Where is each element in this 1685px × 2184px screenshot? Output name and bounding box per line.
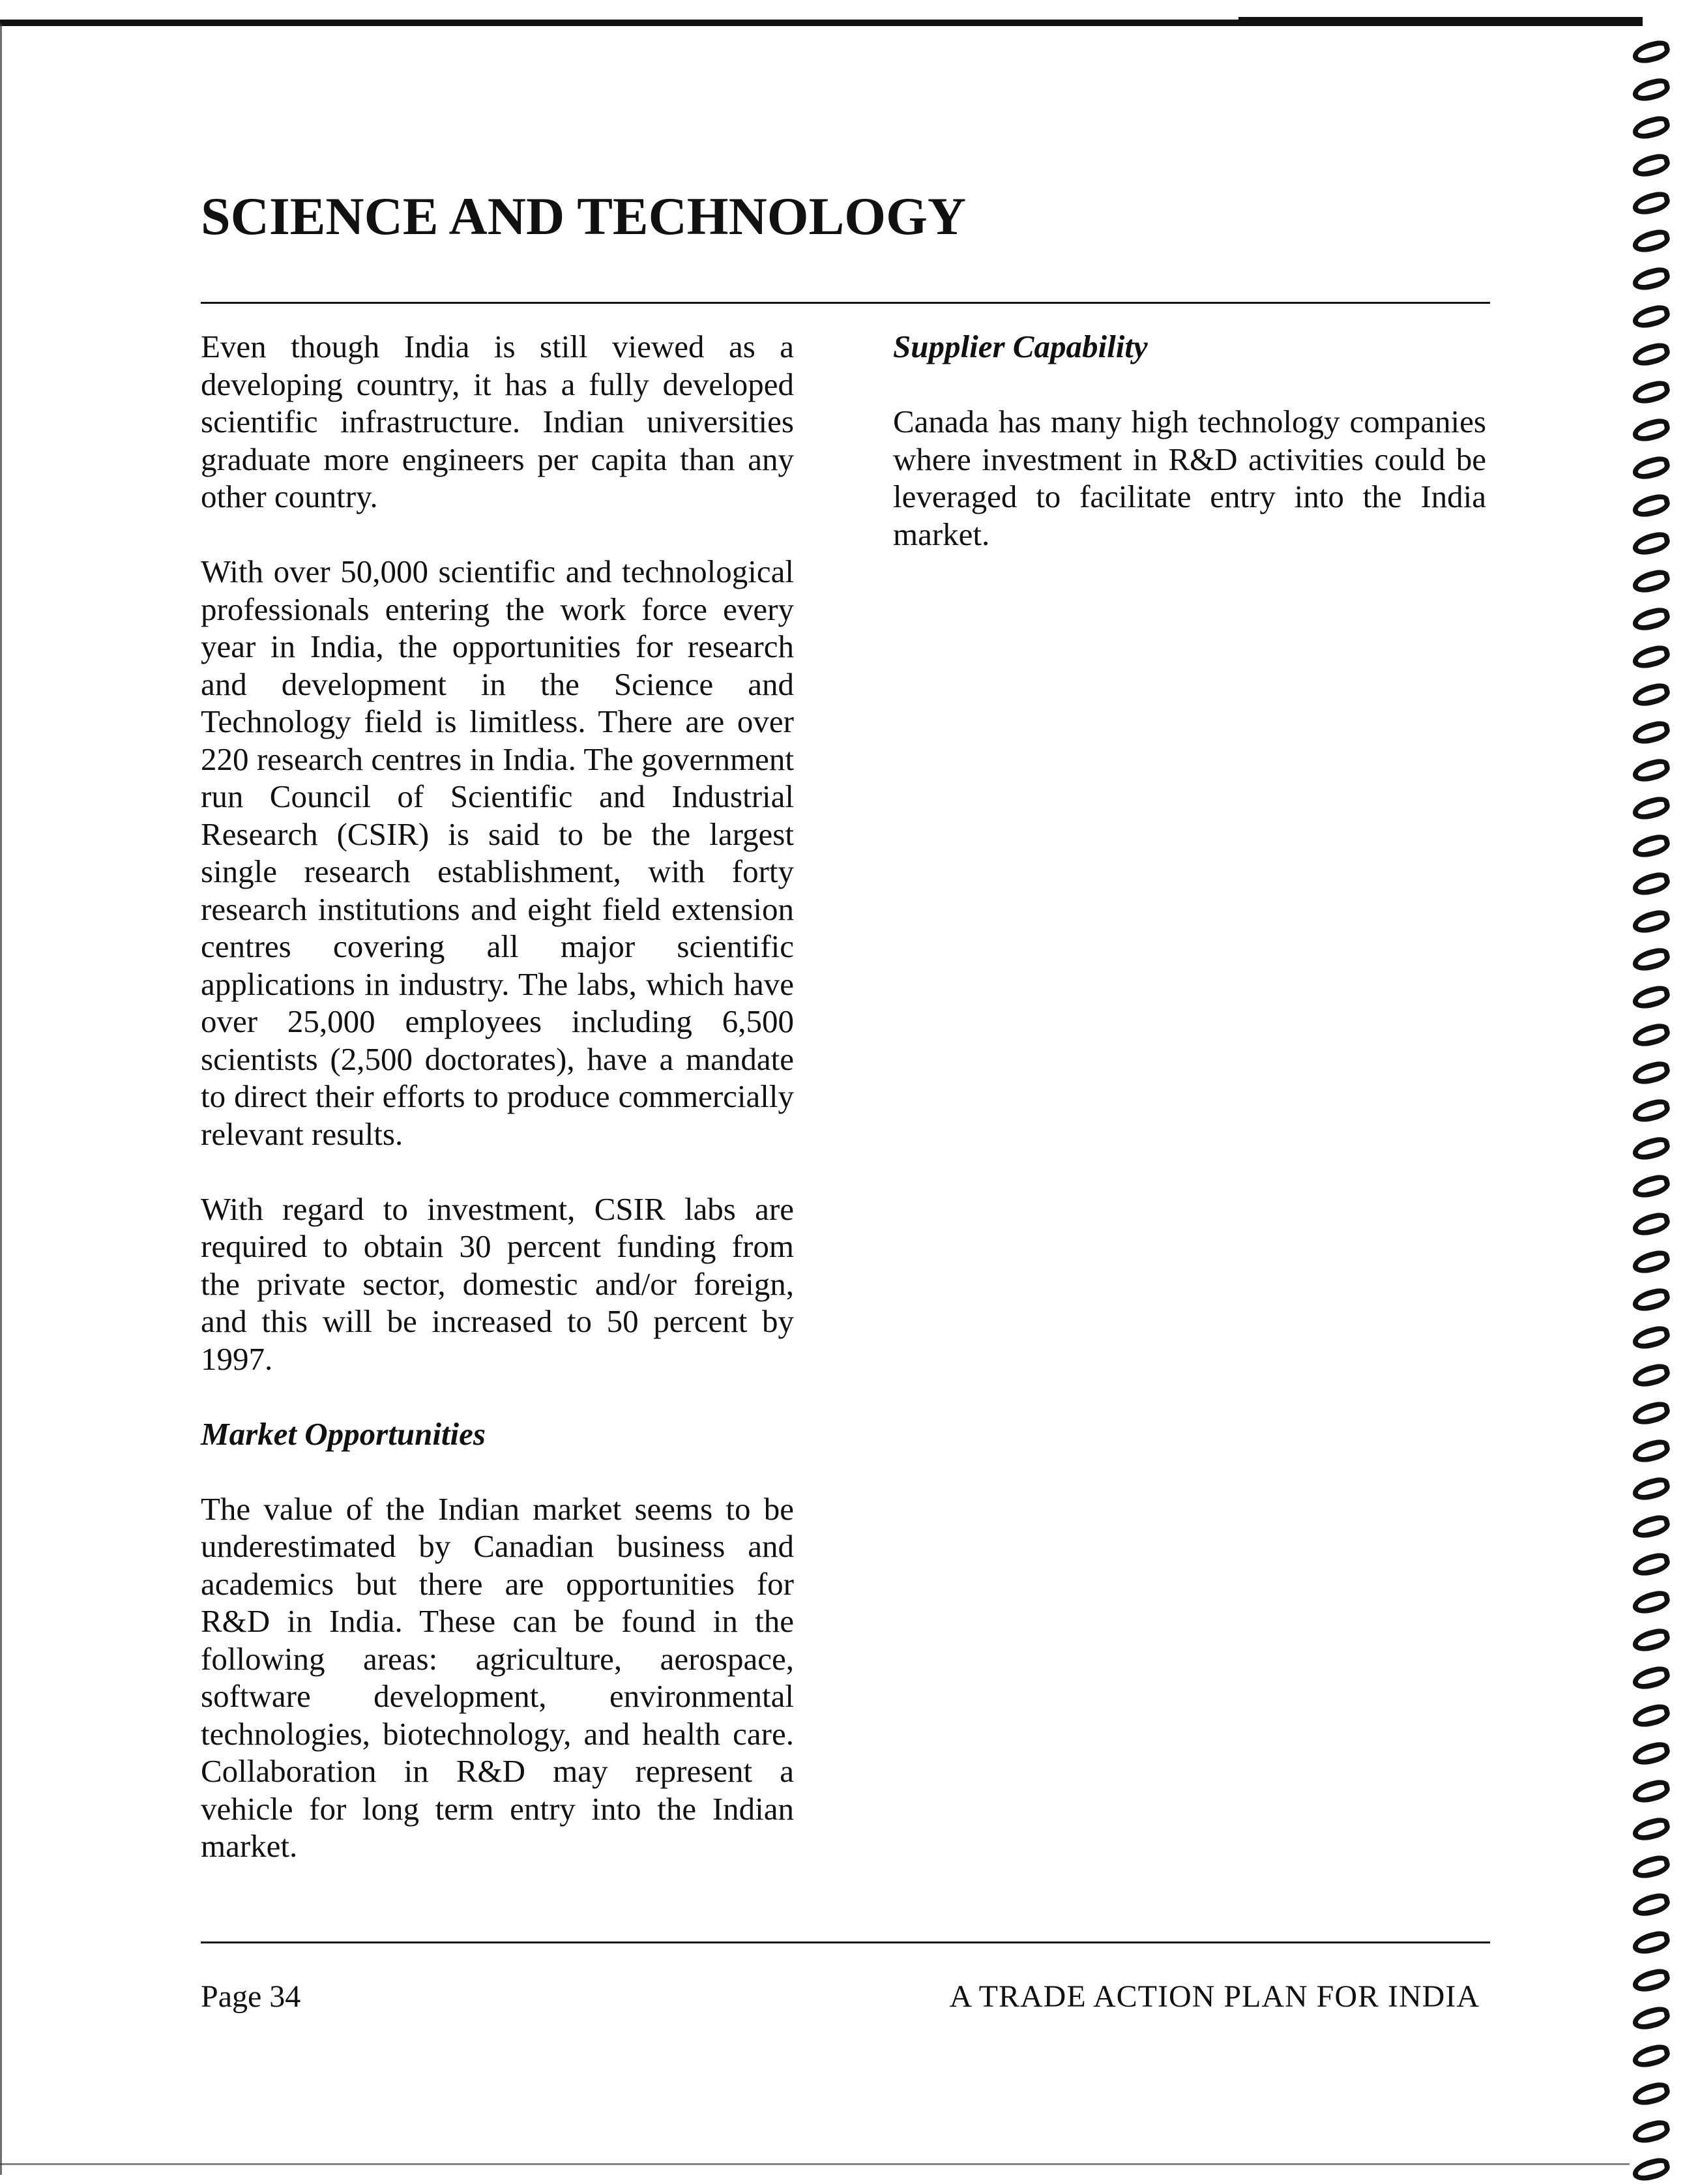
heading-supplier-capability: Supplier Capability bbox=[893, 329, 1148, 364]
binding-coil bbox=[1630, 1626, 1672, 1654]
publication-title: A TRADE ACTION PLAN FOR INDIA bbox=[949, 1979, 1480, 2014]
binding-coil bbox=[1630, 1550, 1672, 1578]
binding-coil bbox=[1630, 643, 1672, 671]
binding-coil bbox=[1630, 681, 1672, 709]
binding-coil bbox=[1630, 1323, 1672, 1351]
spiral-binding bbox=[1630, 29, 1685, 2174]
binding-coil bbox=[1630, 378, 1672, 406]
binding-coil bbox=[1630, 1437, 1672, 1465]
binding-coil bbox=[1630, 340, 1672, 368]
binding-coil bbox=[1630, 1966, 1672, 1994]
binding-coil bbox=[1630, 1588, 1672, 1616]
header-rule bbox=[201, 302, 1490, 304]
binding-coil bbox=[1630, 756, 1672, 784]
binding-coil bbox=[1630, 1853, 1672, 1881]
binding-coil bbox=[1630, 1891, 1672, 1919]
binding-coil bbox=[1630, 303, 1672, 331]
page-title: SCIENCE AND TECHNOLOGY bbox=[201, 186, 967, 246]
binding-coil bbox=[1630, 2118, 1672, 2146]
binding-coil bbox=[1630, 1134, 1672, 1162]
binding-coil bbox=[1630, 1059, 1672, 1087]
binding-coil bbox=[1630, 870, 1672, 898]
binding-coil bbox=[1630, 189, 1672, 217]
paragraph-supplier: Canada has many high technology companies where investment in R&D activities could be leveraged to facilitate entry into the India market. bbox=[893, 404, 1486, 552]
binding-coil bbox=[1630, 983, 1672, 1011]
binding-coil bbox=[1630, 832, 1672, 860]
binding-coil bbox=[1630, 1210, 1672, 1238]
binding-coil bbox=[1630, 1815, 1672, 1843]
binding-coil bbox=[1630, 794, 1672, 822]
binding-coil bbox=[1630, 2155, 1672, 2183]
binding-coil bbox=[1630, 454, 1672, 482]
page-number: Page 34 bbox=[201, 1979, 301, 2014]
binding-coil bbox=[1630, 1399, 1672, 1427]
binding-coil bbox=[1630, 718, 1672, 746]
binding-coil bbox=[1630, 151, 1672, 179]
binding-coil bbox=[1630, 2042, 1672, 2070]
binding-coil bbox=[1630, 1928, 1672, 1956]
binding-coil bbox=[1630, 529, 1672, 557]
binding-coil bbox=[1630, 908, 1672, 936]
right-column bbox=[893, 328, 1486, 591]
scan-edge-bottom bbox=[0, 2163, 1630, 2165]
binding-coil bbox=[1630, 1172, 1672, 1200]
scan-edge-left bbox=[0, 23, 2, 2175]
binding-coil bbox=[1630, 1664, 1672, 1692]
paragraph-market-value: The value of the Indian market seems to be underestimated by Canadian business and academics but there are opportunities for R&D in India. These can be found in the following areas: agriculture, aerospace, software development, environmental technologies, biotechnology, and health care. Collaboration in R&D may represent a vehicle for long term entry into the Indian market. bbox=[201, 1490, 794, 1864]
footer-rule bbox=[201, 1941, 1490, 1943]
binding-coil bbox=[1630, 1361, 1672, 1389]
paragraph-professionals: With over 50,000 scientific and technological professionals entering the work force every year in India, the opportunities for research and development in the Science and Technology field is limitless. There are over 220 research centres in India. The government run Council of Scientific and Industrial Research (CSIR) is said to be the largest single research establishment, with forty research institutions and eight field extension centres covering all major scientific applications in industry. The labs, which have over 25,000 employees including 6,500 scientists (2,500 doctorates), have a mandate to direct their efforts to produce commercially relevant results. bbox=[201, 553, 794, 1152]
binding-coil bbox=[1630, 605, 1672, 633]
binding-coil bbox=[1630, 1248, 1672, 1276]
binding-coil bbox=[1630, 113, 1672, 141]
binding-coil bbox=[1630, 1097, 1672, 1125]
binding-coil bbox=[1630, 265, 1672, 293]
binding-coil bbox=[1630, 2080, 1672, 2108]
binding-coil bbox=[1630, 945, 1672, 973]
binding-coil bbox=[1630, 2004, 1672, 2032]
binding-coil bbox=[1630, 492, 1672, 520]
binding-coil bbox=[1630, 1286, 1672, 1314]
paragraph-intro: Even though India is still viewed as a developing country, it has a fully developed scientific infrastructure. Indian universities graduate more engineers per capita than any other country. bbox=[201, 329, 794, 514]
paragraph-investment: With regard to investment, CSIR labs are required to obtain 30 percent funding from the private sector, domestic and/or foreign, and this will be increased to 50 percent by 1997. bbox=[201, 1190, 794, 1377]
binding-coil bbox=[1630, 227, 1672, 255]
heading-market-opportunities: Market Opportunities bbox=[201, 1415, 486, 1452]
binding-coil bbox=[1630, 1475, 1672, 1503]
binding-coil bbox=[1630, 1513, 1672, 1541]
left-column bbox=[201, 328, 794, 1902]
binding-coil bbox=[1630, 38, 1672, 66]
binding-coil bbox=[1630, 416, 1672, 444]
binding-coil bbox=[1630, 1739, 1672, 1767]
binding-coil bbox=[1630, 567, 1672, 595]
binding-coil bbox=[1630, 1702, 1672, 1730]
binding-coil bbox=[1630, 76, 1672, 104]
scan-edge-top-dark bbox=[1238, 17, 1643, 26]
binding-coil bbox=[1630, 1021, 1672, 1049]
binding-coil bbox=[1630, 1777, 1672, 1805]
